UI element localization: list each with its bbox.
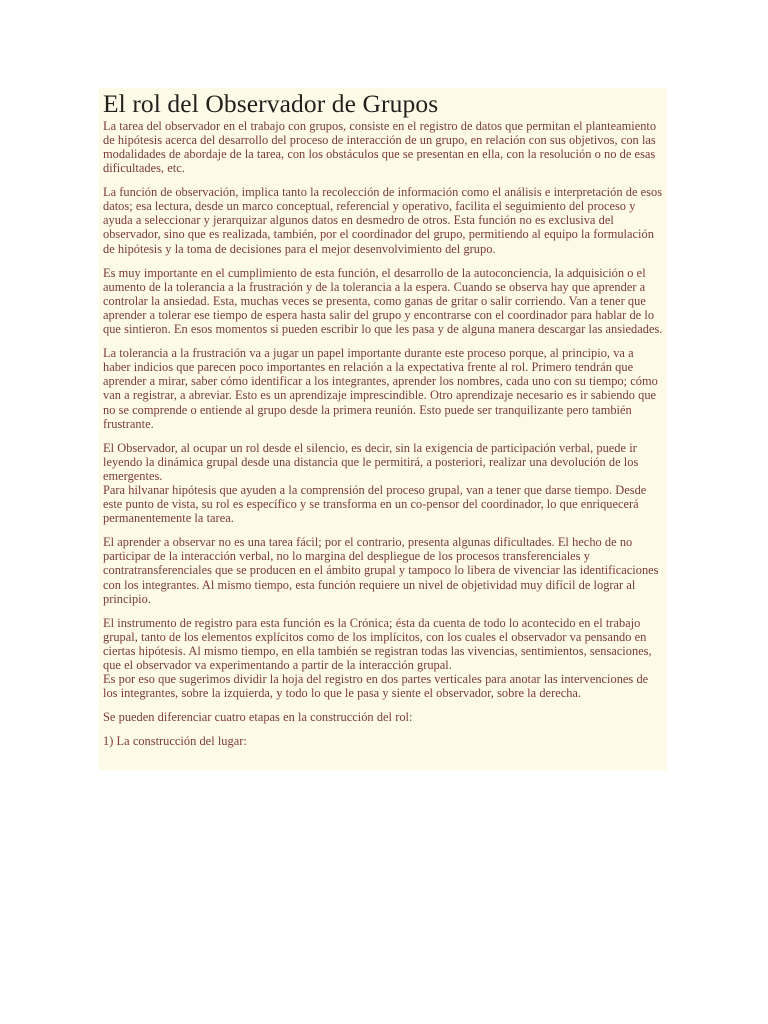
paragraph: La tolerancia a la frustración va a jugar un papel importante durante este proceso porque, al principio, va a haber indicios que parecen poco importantes en relación a la expectativa frente al rol. Primero tendrán que aprender a mirar, saber cómo identificar a los integrantes, aprender los nombres, cada uno con su tiempo; cómo van a registrar, a abreviar. Esto es un aprendizaje imprescindible. Otro aprendizaje necesario es ir sabiendo que no se comprende o entiende al grupo desde la primera reunión. Esto puede ser tranquilizante pero también frustrante. <box>103 346 658 431</box>
paragraph: El aprender a observar no es una tarea fácil; por el contrario, presenta algunas dificultades. El hecho de no participar de la interacción verbal, no lo margina del despliegue de los procesos transferenciales y contratransferenciales que se producen en el ámbito grupal y tampoco lo libera de vivenciar las identificaciones con los integrantes. Al mismo tiempo, esta función requiere un nivel de objetividad muy difícil de lograr al principio. <box>103 535 659 606</box>
paragraph: La función de observación, implica tanto la recolección de información como el análisis e interpretación de esos datos; esa lectura, desde un marco conceptual, referencial y operativo, facilita el seguimiento del proceso y ayuda a seleccionar y jerarquizar algunos datos en desmedro de otros. Esta función no es exclusiva del observador, sino que es realizada, también, por el coordinador del grupo, permitiendo al equipo la formulación de hipótesis y la toma de decisiones para el mejor desenvolvimiento del grupo. <box>103 185 663 256</box>
paragraph: El Observador, al ocupar un rol desde el silencio, es decir, sin la exigencia de participación verbal, puede ir leyendo la dinámica grupal desde una distancia que le permitirá, a posteriori, realizar una devolución de los emergentes. <box>103 440 639 483</box>
paragraph: Se pueden diferenciar cuatro etapas en la construcción del rol: <box>103 710 413 725</box>
document-content-block <box>99 88 667 770</box>
paragraph: Es por eso que sugerimos dividir la hoja del registro en dos partes verticales para anotar las intervenciones de los integrantes, sobre la izquierda, y todo lo que le pasa y siente el observador, sobre la derecha. <box>103 672 649 701</box>
paragraph: Para hilvanar hipótesis que ayuden a la comprensión del proceso grupal, van a tener que darse tiempo. Desde este punto de vista, su rol es específico y se transforma en un co-pensor del coordinador, lo que enriquecerá permanentemente la tarea. <box>103 482 647 526</box>
document-body <box>99 119 667 771</box>
paragraph: La tarea del observador en el trabajo con grupos, consiste en el registro de datos que permitan el planteamiento de hipótesis acerca del desarrollo del proceso de interacción de un grupo, en relación con sus objetivos, con las modalidades de abordaje de la tarea, con los obstáculos que se presentan en ella, con la resolución o no de esas dificultades, etc. <box>103 118 657 176</box>
paragraph: Es muy importante en el cumplimiento de esta función, el desarrollo de la autoconciencia, la adquisición o el aumento de la tolerancia a la frustración y de la tolerancia a la espera. Cuando se observa hay que aprender a controlar la ansiedad. Esta, muchas veces se presenta, como ganas de gritar o salir corriendo. Van a tener que aprender a tolerar ese tiempo de espera hasta salir del grupo y encontrarse con el coordinador para hablar de lo que sintieron. En esos momentos si pueden escribir lo que les pasa y de alguna manera descargar las ansiedades. <box>103 265 663 337</box>
paragraph: El instrumento de registro para esta función es la Crónica; ésta da cuenta de todo lo acontecido en el trabajo grupal, tanto de los elementos explícitos como de los implícitos, con los cuales el observador va pensando en ciertas hipótesis. Al mismo tiempo, en ella también se registran todas las vivencias, sentimientos, sensaciones, que el observador va experimentando a partir de la interacción grupal. <box>103 615 652 673</box>
paragraph: 1) La construcción del lugar: <box>103 734 247 749</box>
page-title: El rol del Observador de Grupos <box>103 89 439 118</box>
